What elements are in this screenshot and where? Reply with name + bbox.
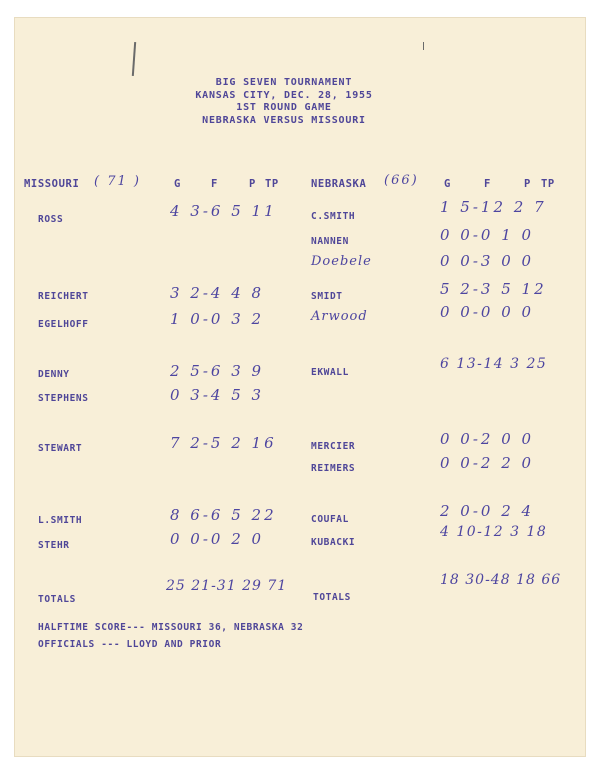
- missouri-totals: 25 21-31 29 71: [166, 578, 288, 594]
- nebraska-col-g: G: [444, 178, 451, 190]
- missouri-player-name: L.SMITH: [38, 515, 83, 526]
- nebraska-player-stats: 0 0-3 0 0: [440, 252, 535, 270]
- officials-line: OFFICIALS --- LLOYD AND PRIOR: [38, 639, 222, 650]
- missouri-player-name: EGELHOFF: [38, 319, 89, 330]
- nebraska-player-stats: 0 0-2 0 0: [440, 430, 535, 448]
- nebraska-player-stats: 5 2-3 5 12: [440, 280, 547, 298]
- nebraska-player-name: SMIDT: [311, 291, 343, 302]
- missouri-totals-label: TOTALS: [38, 594, 76, 605]
- nebraska-player-name: Doebele: [311, 254, 372, 269]
- header-line-4: NEBRASKA VERSUS MISSOURI: [202, 114, 366, 126]
- header-line-3: 1ST ROUND GAME: [236, 102, 332, 113]
- missouri-player-name: ROSS: [38, 214, 64, 225]
- missouri-player-stats: 0 0-0 2 0: [170, 530, 265, 548]
- nebraska-player-stats: 6 13-14 3 25: [440, 356, 548, 372]
- nebraska-player-stats: 1 5-12 2 7: [440, 198, 547, 216]
- nebraska-player-stats: 0 0-2 2 0: [440, 454, 535, 472]
- missouri-player-name: STEWART: [38, 443, 83, 454]
- nebraska-player-name: EKWALL: [311, 367, 349, 378]
- nebraska-team-label: NEBRASKA: [311, 178, 367, 190]
- header-line-1: BIG SEVEN TOURNAMENT: [215, 77, 353, 88]
- missouri-col-tp: TP: [265, 178, 279, 190]
- missouri-player-name: REICHERT: [38, 291, 89, 302]
- pencil-mark: [423, 42, 424, 50]
- nebraska-player-name: Arwood: [311, 309, 368, 324]
- missouri-score: ( 71 ): [94, 174, 141, 189]
- missouri-player-stats: 3 2-4 4 8: [170, 284, 265, 302]
- missouri-col-p: P: [249, 178, 256, 190]
- missouri-player-name: STEPHENS: [38, 393, 89, 404]
- nebraska-player-stats: 2 0-0 2 4: [440, 502, 535, 520]
- missouri-player-stats: 1 0-0 3 2: [170, 310, 265, 328]
- nebraska-player-name: NANNEN: [311, 236, 349, 247]
- nebraska-player-stats: 0 0-0 1 0: [440, 226, 535, 244]
- nebraska-col-p: P: [524, 178, 531, 190]
- nebraska-totals-label: TOTALS: [313, 592, 351, 603]
- missouri-col-g: G: [174, 178, 181, 190]
- nebraska-player-stats: 4 10-12 3 18: [440, 524, 548, 540]
- header-line-2: KANSAS CITY, DEC. 28, 1955: [195, 89, 373, 101]
- missouri-player-stats: 7 2-5 2 16: [170, 434, 277, 452]
- nebraska-totals: 18 30-48 18 66: [440, 572, 562, 588]
- missouri-player-stats: 0 3-4 5 3: [170, 386, 265, 404]
- missouri-player-name: STEHR: [38, 540, 70, 551]
- missouri-player-stats: 8 6-6 5 22: [170, 506, 277, 524]
- missouri-player-stats: 2 5-6 3 9: [170, 362, 265, 380]
- missouri-col-f: F: [211, 178, 218, 190]
- missouri-player-stats: 4 3-6 5 11: [170, 202, 277, 220]
- nebraska-player-name: MERCIER: [311, 441, 356, 452]
- document-header: [134, 77, 434, 127]
- nebraska-player-name: COUFAL: [311, 514, 349, 525]
- nebraska-player-name: REIMERS: [311, 463, 356, 474]
- nebraska-col-f: F: [484, 178, 491, 190]
- missouri-player-name: DENNY: [38, 369, 70, 380]
- nebraska-score: (66): [384, 173, 419, 188]
- nebraska-col-tp: TP: [541, 178, 555, 190]
- nebraska-player-stats: 0 0-0 0 0: [440, 303, 535, 321]
- nebraska-player-name: C.SMITH: [311, 211, 356, 222]
- halftime-score: HALFTIME SCORE--- MISSOURI 36, NEBRASKA 32: [38, 622, 304, 633]
- missouri-team-label: MISSOURI: [24, 178, 80, 190]
- nebraska-player-name: KUBACKI: [311, 537, 356, 548]
